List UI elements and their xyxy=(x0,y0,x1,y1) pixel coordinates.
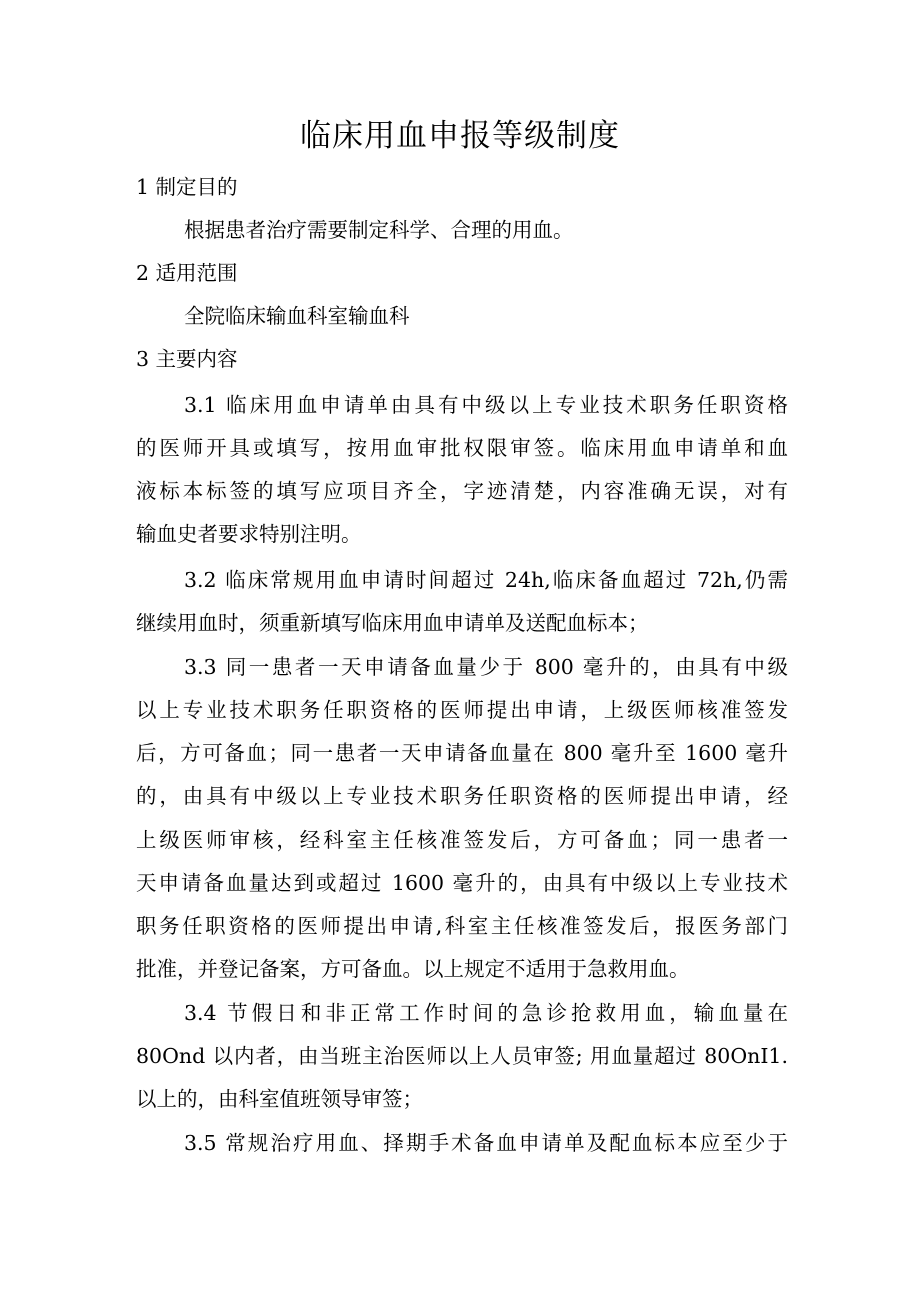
paragraph-line: 批准，并登记备案，方可备血。以上规定不适用于急救用血。 xyxy=(136,957,690,981)
paragraph-line: 以上专业技术职务任职资格的医师提出申请，上级医师核准签发 xyxy=(136,698,788,722)
paragraph-line: 80Ond 以内者，由当班主治医师以上人员审签; 用血量超过 80OnI1. xyxy=(136,1044,788,1068)
paragraph-line: 的，由具有中级以上专业技术职务任职资格的医师提出申请，经 xyxy=(136,784,788,808)
paragraph-line: 职务任职资格的医师提出申请,科室主任核准签发后，报医务部门 xyxy=(136,914,788,938)
paragraph-scope: 全院临床输血科室输血科 xyxy=(184,304,410,328)
section-heading-scope: 2 适用范围 xyxy=(136,261,238,285)
paragraph-line: 输血史者要求特别注明。 xyxy=(136,522,362,546)
section-heading-purpose: 1 制定目的 xyxy=(136,175,238,199)
paragraph-purpose: 根据患者治疗需要制定科学、合理的用血。 xyxy=(184,218,574,242)
paragraph-line: 3.3 同一患者一天申请备血量少于 800 毫升的，由具有中级 xyxy=(184,655,788,679)
paragraph-line: 的医师开具或填写，按用血审批权限审签。临床用血申请单和血 xyxy=(136,436,788,460)
paragraph-line: 天申请备血量达到或超过 1600 毫升的，由具有中级以上专业技术 xyxy=(136,871,788,895)
paragraph-line: 3.2 临床常规用血申请时间超过 24h,临床备血超过 72h,仍需 xyxy=(184,568,788,592)
section-heading-content: 3 主要内容 xyxy=(136,347,238,371)
paragraph-line: 液标本标签的填写应项目齐全，字迹清楚，内容准确无误，对有 xyxy=(136,479,788,503)
document-title: 临床用血申报等级制度 xyxy=(300,118,620,154)
paragraph-line: 继续用血时，须重新填写临床用血申请单及送配血标本； xyxy=(136,611,649,635)
paragraph-line: 以上的，由科室值班领导审签； xyxy=(136,1087,423,1111)
paragraph-line: 3.4 节假日和非正常工作时间的急诊抢救用血，输血量在 xyxy=(184,1001,788,1025)
paragraph-line: 上级医师审核，经科室主任核准签发后，方可备血；同一患者一 xyxy=(136,828,788,852)
paragraph-line: 3.1 临床用血申请单由具有中级以上专业技术职务任职资格 xyxy=(184,393,788,417)
paragraph-line: 3.5 常规治疗用血、择期手术备血申请单及配血标本应至少于 xyxy=(184,1131,788,1155)
paragraph-line: 后，方可备血；同一患者一天申请备血量在 800 毫升至 1600 毫升 xyxy=(136,741,788,765)
